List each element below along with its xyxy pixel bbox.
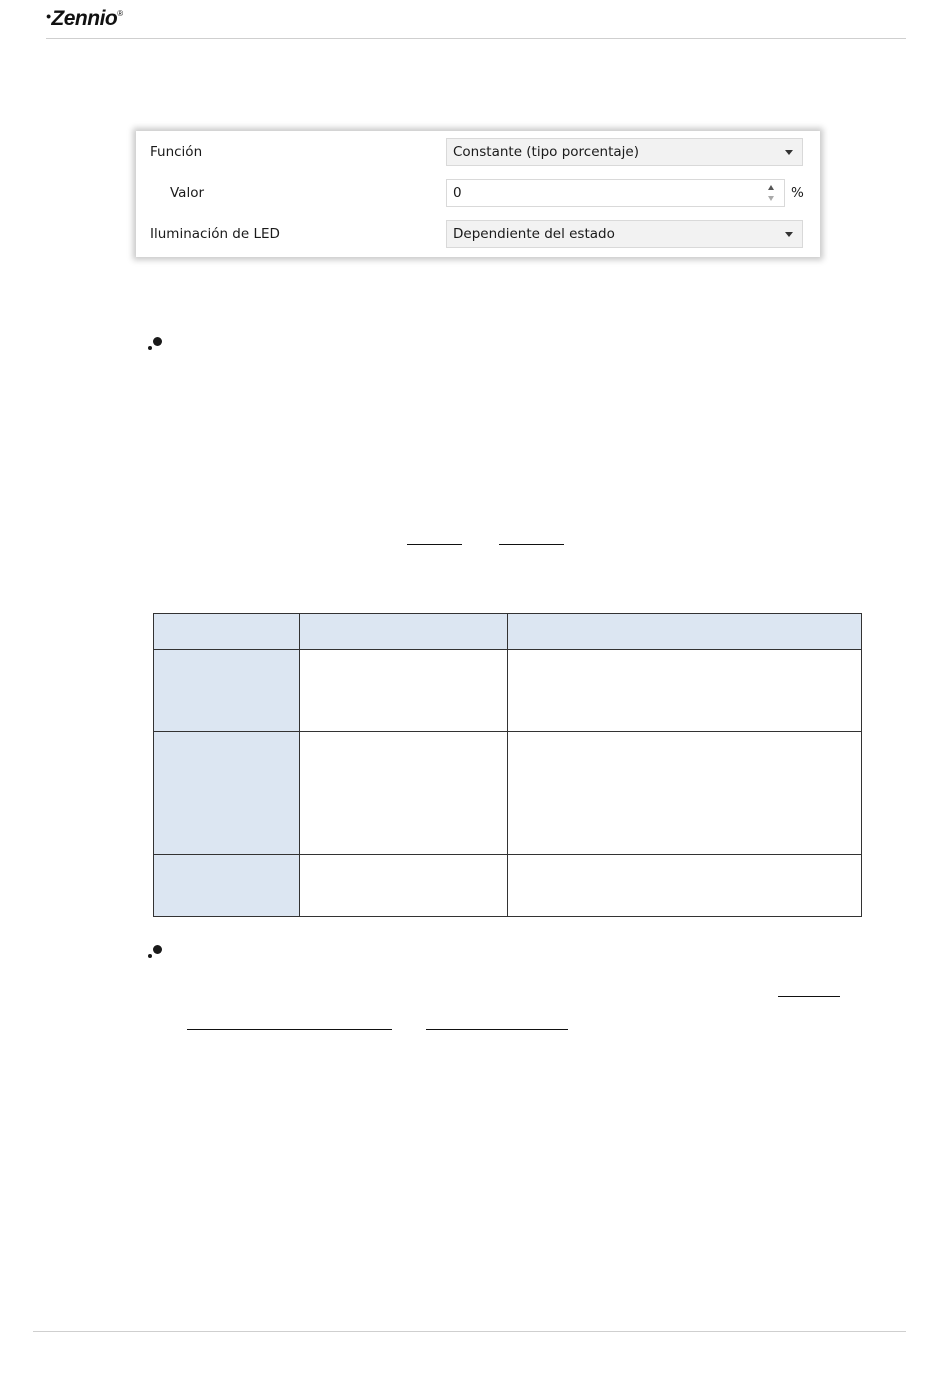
bullet-dot-small <box>148 954 152 958</box>
table-cell <box>508 650 862 732</box>
zennio-logo <box>46 7 123 31</box>
table-row <box>154 650 862 732</box>
table-row <box>154 855 862 917</box>
table-row-header-cell <box>154 732 300 855</box>
link-underline[interactable] <box>187 1029 392 1030</box>
header-divider <box>46 38 906 39</box>
table-header-cell <box>154 614 300 650</box>
description-table <box>153 613 862 917</box>
table-header-cell <box>508 614 862 650</box>
valor-unit: % <box>791 185 804 201</box>
table-cell <box>508 855 862 917</box>
table-cell <box>300 732 508 855</box>
chevron-down-icon <box>785 232 793 237</box>
note-bullet-icon <box>148 337 164 353</box>
bullet-dot-large <box>153 945 162 954</box>
funcion-dropdown[interactable] <box>446 138 803 166</box>
valor-input[interactable] <box>446 179 785 207</box>
valor-label: Valor <box>170 185 205 201</box>
link-underline[interactable] <box>778 996 840 997</box>
parameter-panel <box>136 131 820 257</box>
bullet-dot-large <box>153 337 162 346</box>
table-cell <box>508 732 862 855</box>
chevron-down-icon <box>785 150 793 155</box>
table-row <box>154 732 862 855</box>
spinner-up-icon[interactable] <box>768 185 774 190</box>
funcion-value: Constante (tipo porcentaje) <box>453 144 639 160</box>
note-bullet-icon <box>148 945 164 961</box>
spinner-arrows-icon[interactable] <box>768 183 776 203</box>
iluminacion-dropdown[interactable] <box>446 220 803 248</box>
footer-divider <box>33 1331 906 1332</box>
logo-text: Zennio <box>51 7 118 30</box>
logo-mark: • <box>46 8 51 24</box>
valor-value: 0 <box>453 185 462 201</box>
spinner-down-icon[interactable] <box>768 196 774 201</box>
table-row-header-cell <box>154 650 300 732</box>
iluminacion-label: Iluminación de LED <box>150 226 280 242</box>
table-header-cell <box>300 614 508 650</box>
table-cell <box>300 650 508 732</box>
iluminacion-value: Dependiente del estado <box>453 226 615 242</box>
bullet-dot-small <box>148 346 152 350</box>
funcion-label: Función <box>150 144 203 160</box>
table-row-header-cell <box>154 855 300 917</box>
link-underline[interactable] <box>407 544 462 545</box>
link-underline[interactable] <box>426 1029 568 1030</box>
table-cell <box>300 855 508 917</box>
table-header-row <box>154 614 862 650</box>
logo-registered: ® <box>117 9 123 18</box>
link-underline[interactable] <box>499 544 564 545</box>
